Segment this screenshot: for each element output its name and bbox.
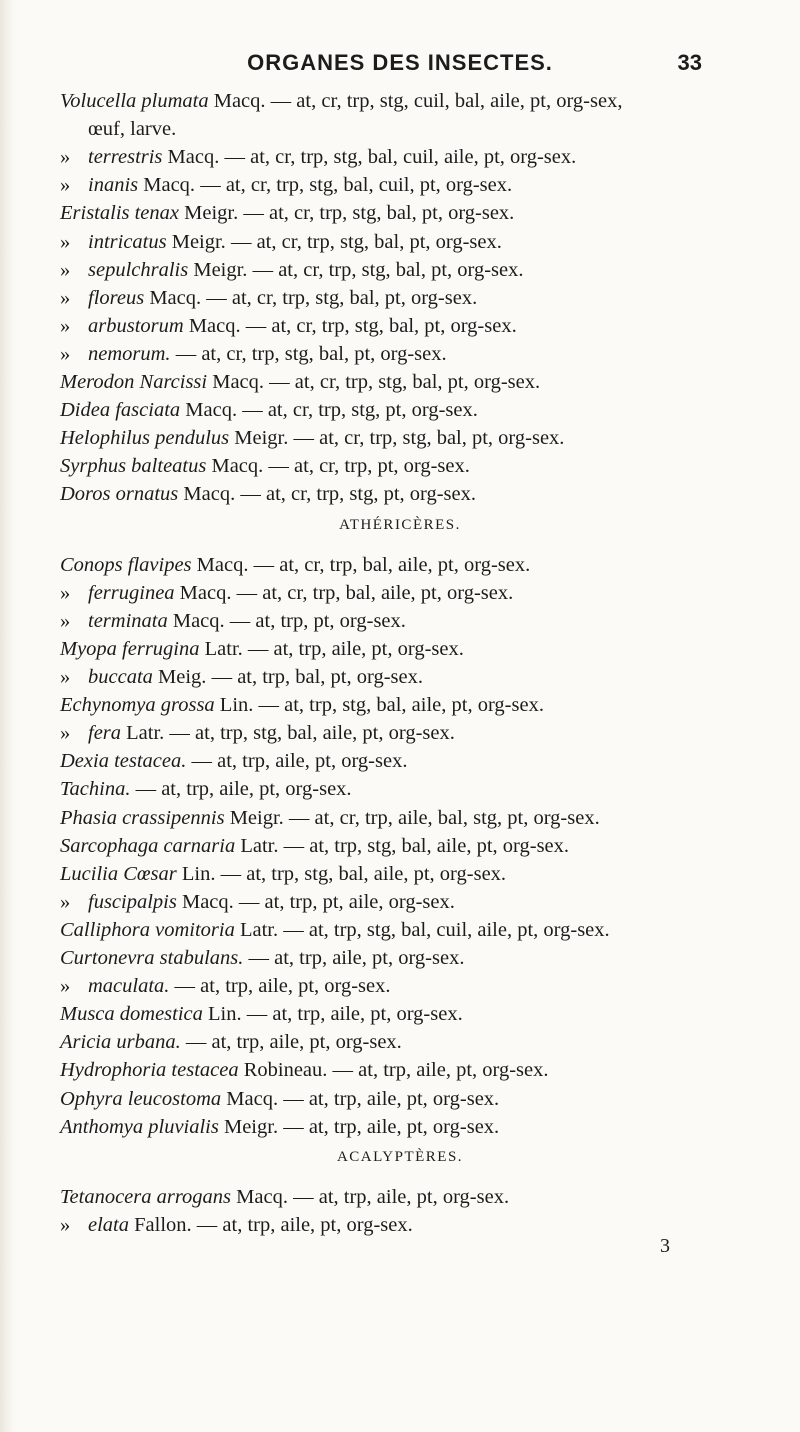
species-entry — [60, 284, 477, 312]
author-name: Latr. — [235, 834, 279, 857]
organ-list: — at, trp, aile, pt, org-sex. — [191, 1213, 413, 1236]
author-name: Robineau. — [238, 1059, 328, 1082]
ditto-mark: » — [60, 342, 71, 365]
species-entry — [60, 691, 544, 719]
author-name: Meigr. — [224, 806, 284, 829]
continuation-text: œuf, larve. — [88, 118, 177, 141]
organ-list: — at, trp, aile, pt, org-sex. — [242, 637, 464, 660]
species-name: Volucella plumata — [60, 90, 209, 112]
species-name: inanis — [88, 174, 139, 197]
author-name: Latr. — [121, 722, 165, 745]
ditto-mark: » — [60, 975, 71, 998]
organ-list: — at, trp, pt, aile, org-sex. — [233, 890, 455, 913]
author-name: Macq. — [180, 399, 238, 422]
species-entry — [60, 551, 530, 579]
species-name: Anthomya pluvialis — [60, 1115, 219, 1138]
organ-list: — at, cr, trp, stg, bal, pt, org-sex. — [288, 427, 565, 450]
ditto-mark: » — [60, 146, 71, 169]
species-name: floreus — [88, 286, 145, 309]
species-name: Eristalis tenax — [60, 202, 180, 225]
species-name: fera — [88, 722, 122, 745]
organ-list: — at, cr, trp, bal, aile, pt, org-sex. — [231, 581, 514, 604]
ditto-mark: » — [60, 581, 71, 604]
organ-list: — at, cr, trp, stg, bal, cuil, pt, org-sex. — [195, 174, 513, 197]
species-name: nemorum. — [88, 342, 171, 365]
author-name: Macq. — [176, 890, 234, 913]
species-entry — [60, 256, 524, 284]
species-entry — [60, 663, 423, 691]
species-name: Doros ornatus — [60, 483, 179, 506]
author-name: Meig. — [152, 666, 207, 688]
author-name: Meigr. — [218, 1115, 279, 1138]
author-name: Macq. — [174, 581, 232, 604]
species-entry — [60, 199, 514, 227]
organ-list: — at, trp, aile, pt, org-sex. — [130, 778, 352, 801]
ditto-mark: » — [60, 722, 71, 745]
author-name: Macq. — [162, 146, 220, 169]
organ-list: — at, cr, trp, stg, bal, pt, org-sex. — [201, 286, 478, 309]
organ-list: — at, cr, trp, aile, bal, stg, pt, org-sex. — [283, 806, 600, 829]
species-entry — [60, 368, 540, 396]
organ-list: — at, trp, aile, pt, org-sex. — [287, 1185, 510, 1208]
ditto-mark: » — [60, 286, 71, 309]
species-name: Dexia testacea. — [60, 750, 187, 773]
organ-list: — at, trp, aile, pt, org-sex. — [278, 1087, 500, 1110]
organ-list: — at, trp, bal, pt, org-sex. — [206, 666, 423, 688]
species-entry — [60, 719, 455, 747]
species-entry — [60, 1211, 413, 1239]
page-number: 33 — [677, 50, 702, 75]
species-entry — [60, 424, 564, 452]
species-name: ferruginea — [88, 581, 175, 604]
organ-list: — at, trp, stg, bal, cuil, aile, pt, org-sex. — [278, 918, 610, 941]
page-header — [0, 50, 800, 90]
organ-list: — at, cr, trp, pt, org-sex. — [263, 455, 470, 478]
species-entry — [60, 1085, 499, 1113]
organ-list: — at, trp, stg, bal, aile, pt, org-sex. — [215, 862, 507, 885]
organ-list: — at, cr, trp, stg, pt, org-sex. — [235, 483, 476, 506]
author-name: Latr. — [199, 637, 243, 660]
author-name: Macq. — [221, 1087, 279, 1110]
species-name: maculata. — [88, 975, 170, 998]
species-entry — [60, 1028, 402, 1056]
author-name: Macq. — [144, 286, 202, 309]
author-name: Meigr. — [179, 202, 239, 225]
species-entry — [60, 747, 407, 775]
organ-list: — at, cr, trp, stg, bal, pt, org-sex. — [170, 342, 447, 365]
species-name: terrestris — [88, 146, 163, 169]
ditto-mark: » — [60, 230, 71, 253]
signature-mark: 3 — [660, 1235, 670, 1257]
organ-list: — at, cr, trp, stg, bal, pt, org-sex. — [238, 202, 515, 225]
species-name: Echynomya grossa — [60, 694, 215, 717]
author-name: Lin. — [202, 1003, 242, 1026]
species-name: sepulchralis — [88, 258, 189, 281]
species-name: fuscipalpis — [88, 890, 177, 913]
species-entry — [60, 1113, 499, 1141]
species-entry — [60, 1056, 549, 1084]
organ-list: — at, trp, aile, pt, org-sex. — [327, 1059, 549, 1082]
author-name: Macq. — [138, 174, 196, 197]
author-name: Macq. — [167, 609, 225, 632]
species-name: Lucilia Cœsar — [60, 862, 177, 885]
species-entry — [60, 916, 610, 944]
author-name: Macq. — [231, 1185, 288, 1208]
species-name: Tachina. — [60, 778, 131, 801]
species-name: terminata — [88, 609, 168, 632]
organ-list: — at, trp, aile, pt, org-sex. — [169, 975, 391, 998]
ditto-mark: » — [60, 258, 71, 281]
ditto-mark: » — [60, 890, 71, 913]
author-name: Latr. — [234, 918, 279, 941]
ditto-mark: » — [60, 174, 71, 197]
species-name: Curtonevra stabulans. — [60, 947, 244, 969]
continuation-line — [88, 115, 176, 143]
running-title: ORGANES DES INSECTES. — [247, 50, 553, 75]
species-entry — [60, 804, 600, 832]
species-entry — [60, 860, 506, 888]
organ-list: — at, trp, pt, org-sex. — [224, 609, 406, 632]
species-name: buccata — [88, 666, 153, 688]
species-name: Phasia crassipennis — [60, 806, 225, 829]
author-name: Macq. — [183, 314, 241, 337]
author-name: Macq. — [207, 371, 265, 393]
species-name: arbustorum — [88, 314, 184, 337]
organ-list: — at, trp, stg, bal, aile, pt, org-sex. — [164, 722, 455, 745]
author-name: Lin. — [214, 694, 254, 717]
ditto-mark: » — [60, 666, 71, 688]
species-entry — [60, 775, 352, 803]
organ-list: — at, trp, aile, pt, org-sex. — [180, 1031, 402, 1054]
organ-list: — at, cr, trp, stg, bal, pt, org-sex. — [247, 258, 524, 281]
species-entry — [60, 312, 517, 340]
section-heading: ACALYPTÈRES. — [336, 1148, 464, 1165]
author-name: Macq. — [178, 483, 236, 506]
organ-list: — at, cr, trp, stg, bal, cuil, aile, pt, org-sex. — [219, 146, 577, 169]
species-name: Merodon Narcissi — [60, 371, 208, 393]
organ-list: — at, trp, stg, bal, aile, pt, org-sex. — [278, 834, 570, 857]
species-entry — [60, 1000, 463, 1028]
organ-list: — at, cr, trp, stg, bal, pt, org-sex. — [240, 314, 517, 337]
species-entry — [60, 143, 576, 171]
species-entry — [60, 579, 513, 607]
species-entry — [60, 396, 478, 424]
species-name: Aricia urbana. — [60, 1031, 181, 1054]
author-name: Meigr. — [166, 230, 226, 253]
species-entry — [60, 1183, 509, 1211]
species-name: Calliphora vomitoria — [60, 918, 235, 941]
species-entry — [60, 87, 622, 115]
ditto-mark: » — [60, 609, 71, 632]
species-name: Musca domestica — [60, 1003, 203, 1026]
author-name: Macq. — [206, 455, 264, 478]
organ-list: — at, cr, trp, bal, aile, pt, org-sex. — [248, 553, 531, 576]
species-name: elata — [88, 1213, 129, 1236]
author-name: Fallon. — [129, 1213, 192, 1236]
author-name: Lin. — [176, 862, 216, 885]
organ-list: — at, trp, aile, pt, org-sex. — [241, 1003, 463, 1026]
species-name: Sarcophaga carnaria — [60, 834, 236, 857]
organ-list: — at, cr, trp, stg, bal, pt, org-sex. — [225, 230, 502, 253]
organ-list: — at, cr, trp, stg, bal, pt, org-sex. — [264, 371, 541, 393]
species-name: Syrphus balteatus — [60, 455, 207, 478]
author-name: Macq. — [191, 553, 249, 576]
organ-list: — at, trp, aile, pt, org-sex. — [278, 1115, 500, 1138]
species-entry — [60, 228, 502, 256]
species-entry — [60, 340, 447, 368]
species-entry — [60, 944, 464, 972]
author-name: Meigr. — [188, 258, 248, 281]
species-entry — [60, 171, 512, 199]
ditto-mark: » — [60, 314, 71, 337]
species-entry — [60, 635, 464, 663]
species-entry — [60, 452, 470, 480]
author-name: Meigr. — [229, 427, 289, 450]
ditto-mark: » — [60, 1213, 71, 1236]
species-name: Ophyra leucostoma — [60, 1087, 222, 1110]
species-name: Hydrophoria testacea — [60, 1059, 239, 1082]
organ-list: — at, trp, aile, pt, org-sex. — [186, 750, 408, 773]
species-name: intricatus — [88, 230, 167, 253]
organ-list: — at, cr, trp, stg, cuil, bal, aile, pt, org-sex, — [265, 90, 623, 112]
section-heading: ATHÉRICÈRES. — [339, 516, 461, 533]
species-entry — [60, 607, 406, 635]
organ-list: — at, cr, trp, stg, pt, org-sex. — [237, 399, 478, 422]
species-entry — [60, 972, 391, 1000]
species-name: Tetanocera arrogans — [60, 1185, 232, 1208]
page-edge-shadow — [0, 0, 14, 1432]
species-entry — [60, 888, 455, 916]
species-name: Myopa ferrugina — [60, 637, 200, 660]
species-name: Didea fasciata — [60, 399, 181, 422]
species-entry — [60, 480, 476, 508]
species-entry — [60, 832, 569, 860]
species-name: Conops flavipes — [60, 553, 192, 576]
organ-list: — at, trp, stg, bal, aile, pt, org-sex. — [253, 694, 544, 717]
organ-list: — at, trp, aile, pt, org-sex. — [243, 947, 465, 969]
species-name: Helophilus pendulus — [60, 427, 230, 450]
author-name: Macq. — [208, 90, 266, 112]
